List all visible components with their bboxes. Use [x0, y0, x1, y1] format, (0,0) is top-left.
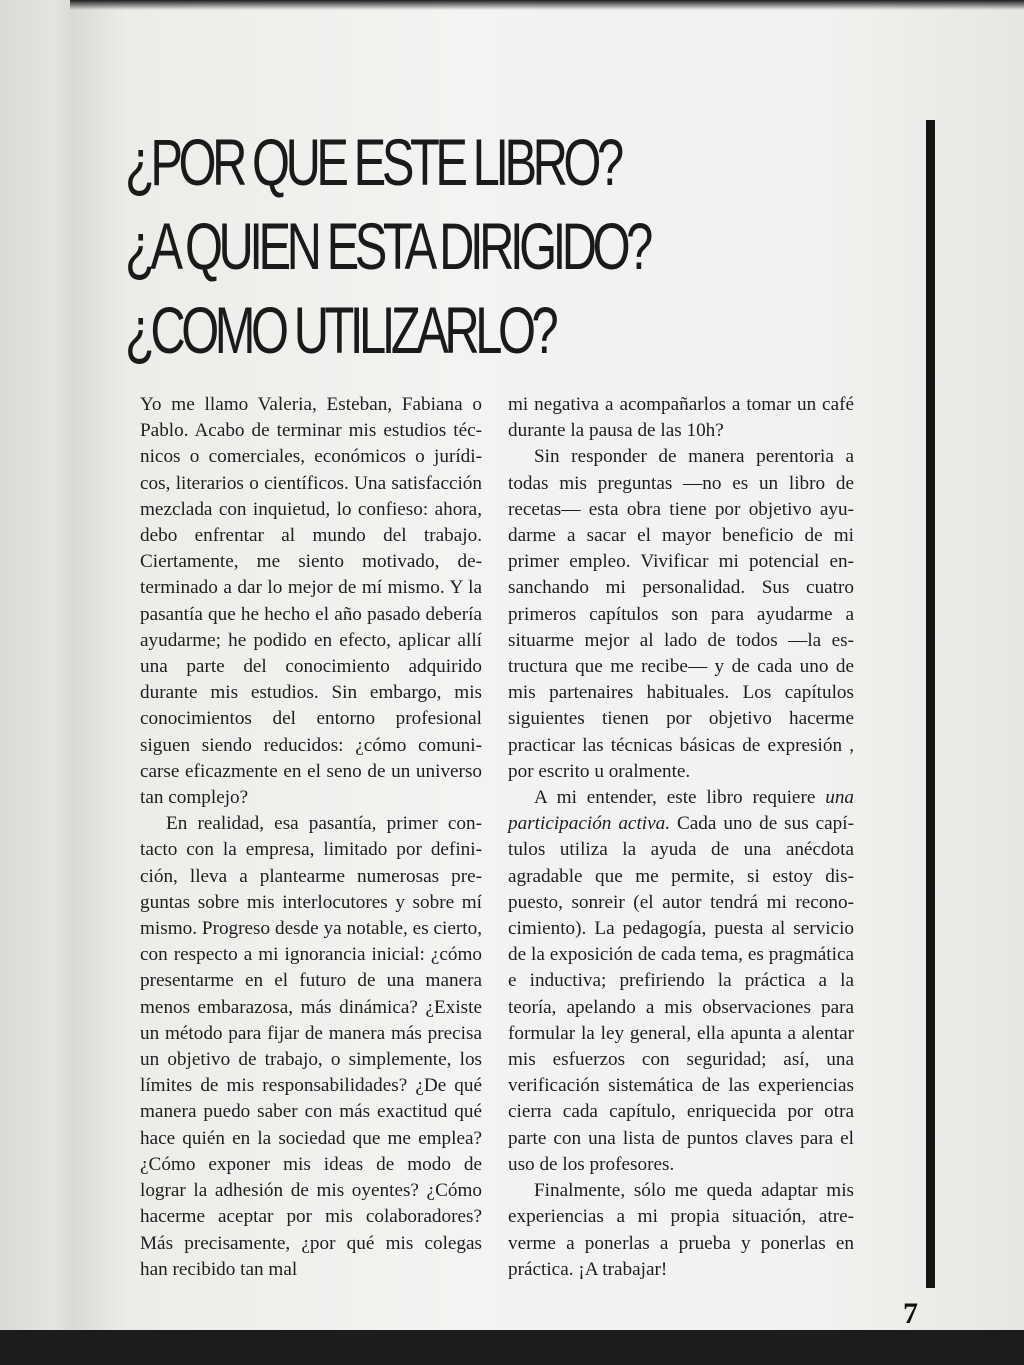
- paragraph: Finalmente, sólo me queda adaptar mis experiencias a mi propia situación, atreverme a ponerlas a prueba y ponerlas en práctica. ¡A trabajar!: [508, 1180, 854, 1280]
- paragraph: En realidad, esa pasantía, primer contacto con la empresa, limitado por definición, lleva a plantearme numerosas preguntas sobre mis interlocutores y sobre mí mismo. Progreso desde ya notable, es cierto, con respecto a mi ignorancia inicial: ¿cómo presentarme en el futuro de una manera menos embarazosa, más dinámica? ¿Existe un método para fijar de manera más precisa un objetivo de trabajo, o simplemente, los límites de mis responsabilidades? ¿De qué manera puedo saber con más exactitud qué hace quién en la sociedad que me emplea? ¿Cómo exponer mis ideas de modo de lograr la adhesión de mis oyentes? ¿Cómo hacerme aceptar por mis colaboradores? Más precisamente, ¿por qué mis colegas han recibido tan mal: [140, 813, 482, 1280]
- paragraph-text: A mi entender, este libro requiere: [534, 787, 826, 809]
- paragraph: [508, 785, 854, 1178]
- paragraph: mi negativa a acompañarlos a tomar un café durante la pausa de las 10h?: [508, 394, 854, 442]
- emphasis-text: una participación activa.: [508, 787, 854, 835]
- paragraph: Yo me llamo Valeria, Esteban, Fabiana o Pablo. Acabo de terminar mis estudios técnicos o comerciales, económicos o jurídicos, literarios o científicos. Una satisfacción mezclada con inquietud, lo confieso: ahora, debo enfrentar al mundo del trabajo. Ciertamente, me siento motivado, determinado a dar lo mejor de mí mismo. Y la pasantía que he hecho el año pasado debería ayudarme; he podido en efecto, aplicar allí una parte del conocimiento adquirido durante mis estudios. Sin embargo, mis conocimientos del entorno profesional siguen siendo reducidos: ¿cómo comunicarse eficazmente en el seno de un universo tan complejo?: [140, 394, 482, 809]
- heading-line-1: ¿POR QUE ESTE LIBRO?: [125, 125, 620, 199]
- text-column-left: [140, 392, 482, 1283]
- vertical-rule: [926, 120, 935, 1288]
- paragraph: Sin responder de manera perentoria a todas mis preguntas —no es un libro de recetas— esta obra tiene por objetivo ayudarme a sacar el mayor beneficio de mi primer empleo. Vivificar mi potencial ensanchando mi personalidad. Sus cuatro primeros capítulos son para ayudarme a situarme mejor al lado de todos —la estructura que me recibe— y de cada uno de mis partenaires habituales. Los capítulos siguientes tienen por objetivo hacerme practicar las técnicas básicas de expresión , por escrito u oralmente.: [508, 446, 854, 782]
- heading-line-3: ¿COMO UTILIZARLO?: [125, 293, 555, 367]
- paragraph-text: Cada uno de sus capítulos utiliza la ayuda de una anécdota agradable que me permite, si estoy dispuesto, sonreir (el autor tendrá mi reconocimiento). La pedagogía, puesta al servicio de la exposición de cada tema, es pragmática e inductiva; prefiriendo la práctica a la teoría, apelando a mis observaciones para formular la ley general, ella apunta a alentar mis esfuerzos con seguridad; así, una verificación sistemática de las experiencias cierra cada capítulo, enriquecida por otra parte con una lista de puntos claves para el uso de los profesores.: [508, 813, 854, 1175]
- page-top-shadow: [70, 0, 1024, 10]
- background-surface: [0, 1330, 1024, 1365]
- page-number: 7: [903, 1297, 918, 1330]
- heading-line-2: ¿A QUIEN ESTA DIRIGIDO?: [125, 209, 649, 283]
- chapter-heading: [125, 120, 649, 372]
- book-page: [70, 0, 1024, 1365]
- text-column-right: [508, 392, 854, 1283]
